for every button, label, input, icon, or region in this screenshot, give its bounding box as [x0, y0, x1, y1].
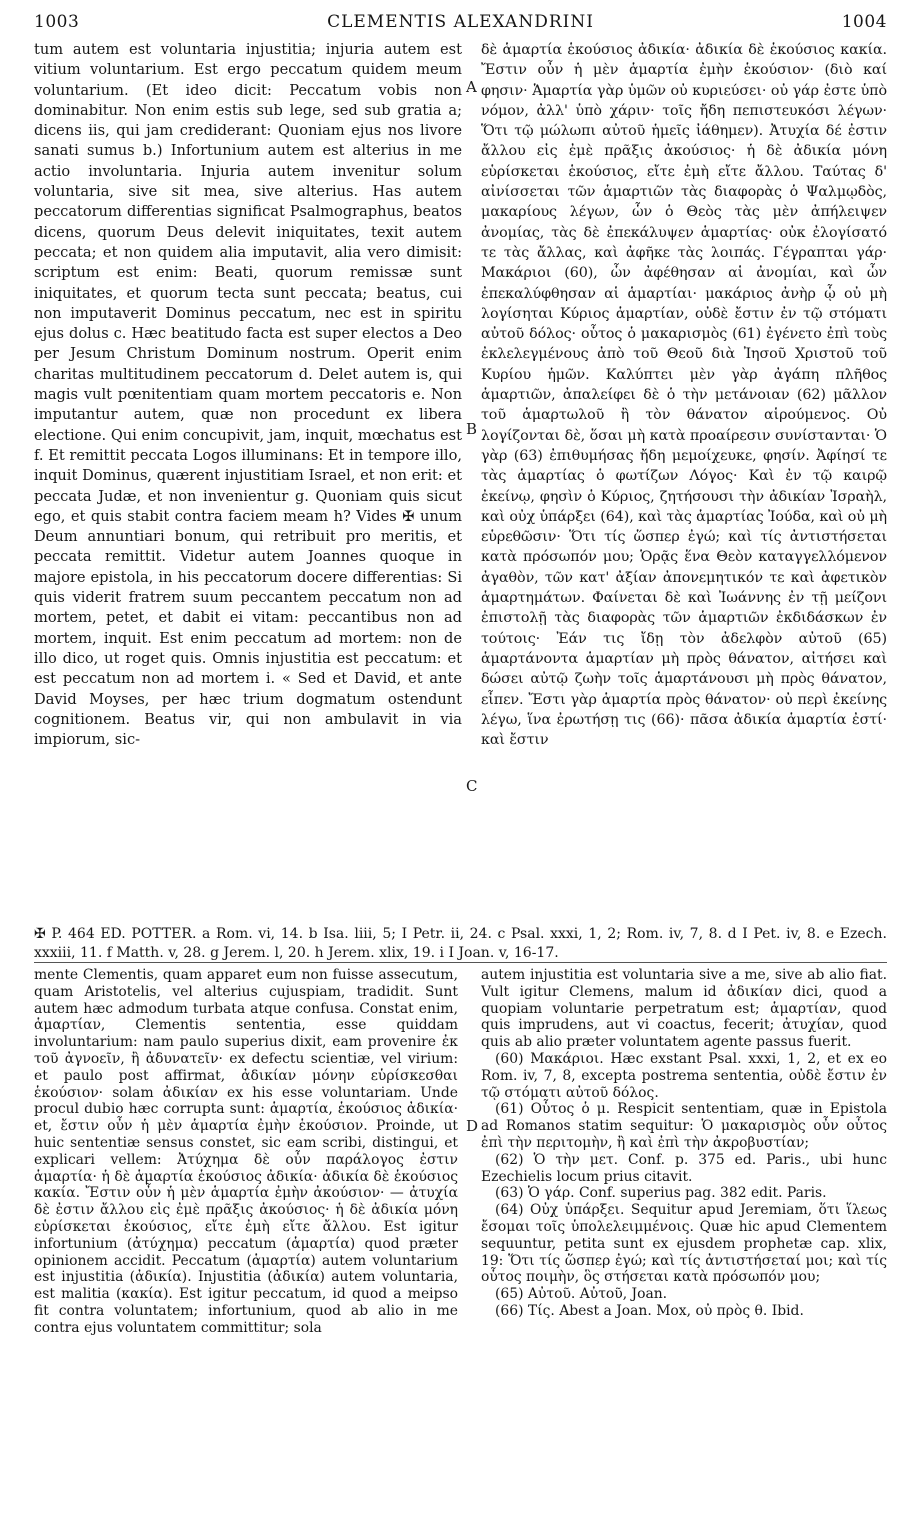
scripture-references-text: ✠ P. 464 ED. POTTER. a Rom. vi, 14. b Isa. liii, 5; I Petr. ii, 24. c Psal. xxxi, 1, 2; Rom. iv, 7, 8. d I Pet. iv, 8. e Ezech. xxxiii, 11. f Matth. v, 28. g Jerem. l, 20. h Jerem. xlix, 19. i I Joan. v, 16-17.: [34, 926, 887, 961]
latin-paragraph: tum autem est voluntaria injustitia; injuria autem est vitium voluntarium. Est ergo peccatum quidem meum voluntarium. (Et ideo dicit: Peccatum vobis non dominabitur. Non enim estis sub lege, sed sub gratia a; dicens iis, qui jam crediderant: Quoniam ejus nos livore sanati sumus b.) Infortunium autem est alterius in me actio involuntaria. Injuria autem invenitur solum voluntaria, sive sit mea, sive alterius. Has autem peccatorum differentias significat Psalmographus, beatos dicens, quorum Deus delevit iniquitates, texit autem peccata; et non quidem alia imputavit, alia vero dimisit: scriptum est enim: Beati, quorum remissæ sunt iniquitates, et quorum tecta sunt peccata; beatus, cui non imputaverit Dominus peccatum, nec est in spiritu ejus dolus c. Hæc beatitudo facta est super electos a Deo per Jesum Christum Dominum nostrum. Operit enim charitas multitudinem peccatorum d. Delet autem is, qui magis vult pœnitentiam quam mortem peccatoris e. Non imputantur autem, quæ non procedunt ex libera electione. Qui enim concupivit, jam, inquit, mœchatus est f. Et remittit peccata Logos illuminans: Et in tempore illo, inquit Dominus, quærent injustitiam Israel, et non erit: et peccata Judæ, et non invenientur g. Quoniam quis sicut ego, et quis stabit contra faciem meam h? Vides ✠ unum Deum annuntiari bonum, qui retribuit pro meritis, et peccata remittit. Videtur autem Joannes quoque in majore epistola, in his peccatorum docere differentias: Si quis viderit fratrem suum peccantem peccatum non ad mortem, petet, et dabit ei vitam: peccantibus non ad mortem, inquit. Est enim peccatum ad mortem: non de illo dico, ut roget quis. Omnis injustitia est peccatum: et est peccatum non ad mortem i. « Sed et David, et ante David Moyses, per hæc trium dogmatum ostendunt cognitionem. Beatus vir, qui non ambulavit in via impiorum, sic-: [34, 41, 462, 749]
note-61: (61) Οὗτος ὁ μ. Respicit sententiam, quæ in Epistola ad Romanos statim sequitur: Ὁ μακαρισμὸς οὖν οὗτος ἐπὶ τὴν περιτομὴν, ἢ καὶ ἐπὶ τὴν ἀκροβυστίαν;: [481, 1101, 887, 1151]
scripture-references: [34, 925, 887, 962]
note-paragraph: autem injustitia est voluntaria sive a me, sive ab alio fiat. Vult igitur Clemens, malum id ἀδικίαν dici, quod a quopiam voluntarie perpetratum est; ἁμαρτίαν, quod quis imprudens, aut vi coactus, fecerit; ἀτυχίαν, quod quis ab alio præter voluntatem agente passus fuerit.: [481, 967, 887, 1051]
running-header: [34, 12, 887, 34]
note-63: (63) Ὁ γάρ. Conf. superius pag. 382 edit. Paris.: [495, 1185, 827, 1202]
notes-divider: [34, 962, 887, 963]
margin-marker-b: B: [466, 420, 478, 438]
notes-column-left: [34, 967, 458, 1527]
latin-text-column: [34, 40, 462, 918]
note-paragraph: mente Clementis, quam apparet eum non fuisse assecutum, quam Aristotelis, vel alterius cujuspiam, tradidit. Sunt autem hæc admodum turbata atque confusa. Constat enim, ἁμαρτίαν, Clementis sententia, esse quiddam involuntarium: nam paulo superius dixit, eam provenire ἐκ τοῦ ἀγνοεῖν, ἢ ἀδυνατεῖν· ex defectu scientiæ, vel virium: et paulo post affirmat, ἀδικίαν μόνην εὑρίσκεσθαι ἑκούσιον· solam ἀδικίαν ex his esse voluntariam. Unde procul dubio hæc corrupta sunt: ἁμαρτία, ἑκούσιος ἀδικία· et, ἔστιν οὖν ἡ μὲν ἁμαρτία ἐμὴν ἑκούσιον. Proinde, ut huic sententiæ sensus constet, sic eam scribi, distingui, et explicari vellem: Ἀτύχημα δὲ οὖν παράλογος ἐστιν ἁμαρτία· ἡ δὲ ἁμαρτία ἑκούσιος ἀδικία· ἀδικία δὲ ἑκούσιος κακία. Ἔστιν οὖν ἡ μὲν ἁμαρτία ἐμὴν ἀκούσιον· — ἀτυχία δὲ ἐστιν ἄλλου εἰς ἐμὲ πρᾶξις ἀκούσιος· ἡ δὲ ἀδικία μόνη εὑρίσκεται ἑκούσιος, εἴτε ἐμὴ εἴτε ἄλλου. Est igitur infortunium (ἀτύχημα) peccatum (ἁμαρτία) quod præter opinionem accidit. Peccatum (ἁμαρτία) autem voluntarium est injustitia (ἀδικία). Injustitia (ἀδικία) autem voluntaria, est malitia (κακία). Est igitur peccatum, id quod a meipso fit contra voluntatem; infortunium, quod ab alio in me contra ejus voluntatem committitur; sola: [34, 967, 458, 1336]
margin-marker-a: A: [466, 78, 477, 96]
greek-text-column: [481, 40, 887, 918]
greek-paragraph: δὲ ἁμαρτία ἑκούσιος ἀδικία· ἀδικία δὲ ἑκούσιος κακία. Ἔστιν οὖν ἡ μὲν ἁμαρτία ἐμὴν ἑκούσιον· (διὸ καί φησιν· Ἁμαρτία γὰρ ὑμῶν οὐ κυριεύσει· οὐ γάρ ἐστε ὑπὸ νόμον, ἀλλ' ὑπὸ χάριν· τοῖς ἤδη πεπιστευκόσι λέγων· Ὅτι τῷ μώλωπι αὐτοῦ ἡμεῖς ἰάθημεν). Ἀτυχία δέ ἐστιν ἄλλου εἰς ἐμὲ πρᾶξις ἀκούσιος· ἡ δὲ ἀδικία μόνη εὑρίσκεται ἑκούσιος, εἴτε ἐμὴ εἴτε ἄλλου. Ταύτας δ' αἰνίσσεται τῶν ἁμαρτιῶν τὰς διαφορὰς ὁ Ψαλμῳδὸς, μακαρίους λέγων, ὧν ὁ Θεὸς τὰς μὲν ἀπήλειψεν ἀνομίας, τὰς δὲ ἐπεκάλυψεν ἁμαρτίας· οὐκ ἐλογίσατό τε τὰς ἄλλας, καὶ ἀφῆκε τὰς λοιπάς. Γέγραπται γάρ· Μακάριοι (60), ὧν ἀφέθησαν αἱ ἀνομίαι, καὶ ὧν ἐπεκαλύφθησαν αἱ ἁμαρτίαι· μακάριος ἀνὴρ ᾧ οὐ μὴ λογίσηται Κύριος ἁμαρτίαν, οὐδὲ ἔστιν ἐν τῷ στόματι αὐτοῦ δόλος· οὗτος ὁ μακαρισμὸς (61) ἐγένετο ἐπὶ τοὺς ἐκλελεγμένους ἀπὸ τοῦ Θεοῦ διὰ Ἰησοῦ Χριστοῦ τοῦ Κυρίου ἡμῶν. Καλύπτει μὲν γὰρ ἀγάπη πλῆθος ἁμαρτιῶν, ἀπαλείφει δὲ ὁ τὴν μετάνοιαν (62) μᾶλλον τοῦ ἁμαρτωλοῦ ἢ τὸν θάνατον αἱρούμενος. Οὐ λογίζονται δὲ, ὅσαι μὴ κατὰ προαίρεσιν συνίστανται· Ὁ γὰρ (63) ἐπιθυμήσας ἤδη μεμοίχευκε, φησίν. Ἀφίησί τε τὰς ἁμαρτίας ὁ φωτίζων Λόγος· Καὶ ἐν τῷ καιρῷ ἐκείνῳ, φησὶν ὁ Κύριος, ζητήσουσι τὴν ἀδικίαν Ἰσραὴλ, καὶ οὐχ ὑπάρξει (64), καὶ τὰς ἁμαρτίας Ἰούδα, καὶ οὐ μὴ εὑρεθῶσιν· Ὅτι τίς ὥσπερ ἐγώ; καὶ τίς ἀντιστήσεται κατὰ πρόσωπόν μου; Ὁρᾷς ἕνα Θεὸν καταγγελλόμενον ἀγαθὸν, τῶν κατ' ἀξίαν ἀπονεμητικόν τε καὶ ἀφετικὸν ἁμαρτημάτων. Φαίνεται δὲ καὶ Ἰωάννης ἐν τῇ μείζονι ἐπιστολῇ τὰς διαφορὰς τῶν ἁμαρτιῶν ἐκδιδάσκων ἐν τούτοις· Ἐάν τις ἴδῃ τὸν ἀδελφὸν αὐτοῦ (65) ἁμαρτάνοντα ἁμαρτίαν μὴ πρὸς θάνατον, αἰτήσει καὶ δώσει αὐτῷ ζωὴν τοῖς ἁμαρτάνουσι μὴ πρὸς θάνατον, εἶπεν. Ἔστι γὰρ ἁμαρτία πρὸς θάνατον· οὐ περὶ ἐκείνης λέγω, ἵνα ἐρωτήσῃ τις (66)· πᾶσα ἀδικία ἁμαρτία ἐστί· καὶ ἔστιν: [481, 42, 887, 749]
note-60: (60) Μακάριοι. Hæc exstant Psal. xxxi, 1, 2, et ex eo Rom. iv, 7, 8, excepta postrema sententia, οὐδὲ ἔστιν ἐν τῷ στόματι αὐτοῦ δόλος.: [481, 1050, 887, 1101]
note-62: (62) Ὁ τὴν μετ. Conf. p. 375 ed. Paris., ubi hunc Ezechielis locum prius citavit.: [481, 1151, 887, 1185]
note-66: (66) Τίς. Abest a Joan. Mox, οὐ πρὸς θ. Ibid.: [495, 1302, 804, 1319]
running-title: CLEMENTIS ALEXANDRINI: [327, 12, 594, 32]
margin-marker-c: C: [466, 777, 478, 795]
page-number-left: 1003: [34, 12, 80, 32]
notes-column-right: [481, 967, 887, 1527]
note-64: (64) Οὐχ ὑπάρξει. Sequitur apud Jeremiam, ὅτι ἵλεως ἔσομαι τοῖς ὑπολελειμμένοις. Quæ hic apud Clementem sequuntur, petita sunt ex ejusdem prophetæ cap. xlix, 19: Ὅτι τίς ὥσπερ ἐγώ; καὶ τίς ἀντιστήσεταί μοι; καὶ τίς οὗτος ποιμὴν, ὃς στήσεται κατὰ πρόσωπόν μου;: [481, 1202, 887, 1286]
page-number-right: 1004: [841, 12, 887, 32]
note-65: (65) Αὐτοῦ. Αὐτοῦ, Joan.: [495, 1286, 668, 1303]
margin-marker-d: D: [466, 1117, 479, 1135]
